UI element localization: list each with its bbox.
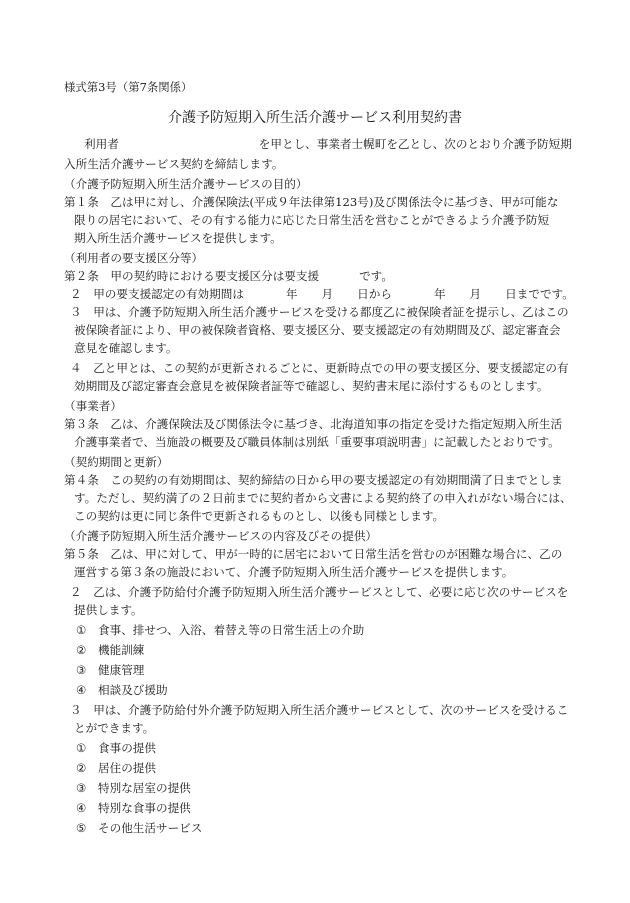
service-list-item: ④ 相談及び援助 — [76, 683, 168, 697]
article-4-line: 第４条 この契約の有効期間は、契約締結の日から甲の要支援認定の有効期間満了日までとしま — [64, 473, 563, 487]
article-5-para-2-line: 提供します。 — [74, 603, 143, 617]
article-2-para-3-line: ３ 甲は、介護予防短期入所生活介護サービスを受ける都度乙に被保険者証を提示し、乙はこの — [70, 305, 569, 319]
article-5-para-1-line: 第５条 乙は、甲に対して、甲が一時的に居宅において日常生活を営むのが困難な場合に、乙の — [64, 547, 563, 561]
service-list-item: ② 機能訓練 — [76, 643, 145, 657]
document-title: 介護予防短期入所生活介護サービス利用契約書 — [168, 110, 462, 126]
article-5-para-2-line: ２ 乙は、介護予防給付介護予防短期入所生活介護サービスとして、必要に応じ次のサービスを — [70, 585, 569, 599]
article-2-para-3-line: 被保険者証により、甲の被保険者資格、要支援区分、要支援認定の有効期間及び、認定審査会 — [74, 323, 561, 337]
article-1-line: 第１条 乙は甲に対し、介護保険法(平成９年法律第123号)及び関係法令に基づき、甲が可能な — [64, 195, 559, 209]
extra-service-list-item: ③ 特別な居室の提供 — [76, 781, 191, 795]
section-heading-purpose: （介護予防短期入所生活介護サービスの目的） — [64, 177, 308, 191]
article-2-para-2: ２ 甲の要支援認定の有効期間は 年 月 日から 年 月 日までです。 — [70, 287, 574, 301]
article-2-para-4-line: ４ 乙と甲とは、この契約が更新されるごとに、更新時点での甲の要支援区分、要支援認定の有 — [70, 361, 569, 375]
service-list-item: ① 食事、排せつ、入浴、着替え等の日常生活上の介助 — [76, 623, 365, 637]
article-3-line: 介護事業者で、当施設の概要及び職員体制は別紙「重要事項説明書」に記載したとおりです。 — [74, 435, 560, 449]
article-4-line: この契約は更に同じ条件で更新されるものとし、以後も同様とします。 — [74, 509, 445, 523]
extra-service-list-item: ① 食事の提供 — [76, 741, 156, 755]
article-1-line: 限りの居宅において、その有する能力に応じた日常生活を営むことができるよう介護予防短 — [74, 213, 550, 227]
article-5-para-3-line: ３ 甲は、介護予防給付外介護予防短期入所生活介護サービスとして、次のサービスを受けるこ — [70, 703, 569, 717]
section-heading-provider: （事業者） — [64, 399, 122, 413]
article-5-para-1-line: 運営する第３条の施設において、介護予防短期入所生活介護サービスを提供します。 — [74, 565, 514, 579]
article-4-line: す。ただし、契約満了の２日前までに契約者から文書による契約終了の申入れがない場合には、 — [74, 491, 572, 505]
extra-service-list-item: ⑤ その他生活サービス — [76, 821, 203, 835]
form-number: 様式第3号（第7条関係） — [64, 80, 193, 94]
section-heading-term: （契約期間と更新） — [64, 455, 169, 469]
article-2-para-3-line: 意見を確認します。 — [74, 341, 178, 355]
section-heading-service-content: （介護予防短期入所生活介護サービスの内容及びその提供） — [64, 529, 378, 543]
article-2-para-4-line: 効期間及び認定審査会意見を被保険者証等で確認し、契約書末尾に添付するものとします。 — [74, 379, 549, 393]
intro-line-2: 入所生活介護サービス契約を締結します。 — [64, 157, 284, 171]
extra-service-list-item: ② 居住の提供 — [76, 761, 156, 775]
user-label: 利用者 — [84, 137, 119, 151]
article-2-para-1: 第２条 甲の契約時における要支援区分は要支援 です。 — [64, 269, 393, 283]
article-1-line: 期入所生活介護サービスを提供します。 — [74, 231, 282, 245]
article-5-para-3-line: とができます。 — [74, 721, 155, 735]
article-3-line: 第３条 乙は、介護保険法及び関係法令に基づき、北海道知事の指定を受けた指定短期入所生活 — [64, 417, 563, 431]
extra-service-list-item: ④ 特別な食事の提供 — [76, 801, 191, 815]
section-heading-support-level: （利用者の要支援区分等） — [64, 251, 204, 265]
intro-line-1: 利用者 を甲とし、事業者士幌町を乙とし、次のとおり介護予防短期 — [84, 137, 572, 151]
service-list-item: ③ 健康管理 — [76, 663, 145, 677]
